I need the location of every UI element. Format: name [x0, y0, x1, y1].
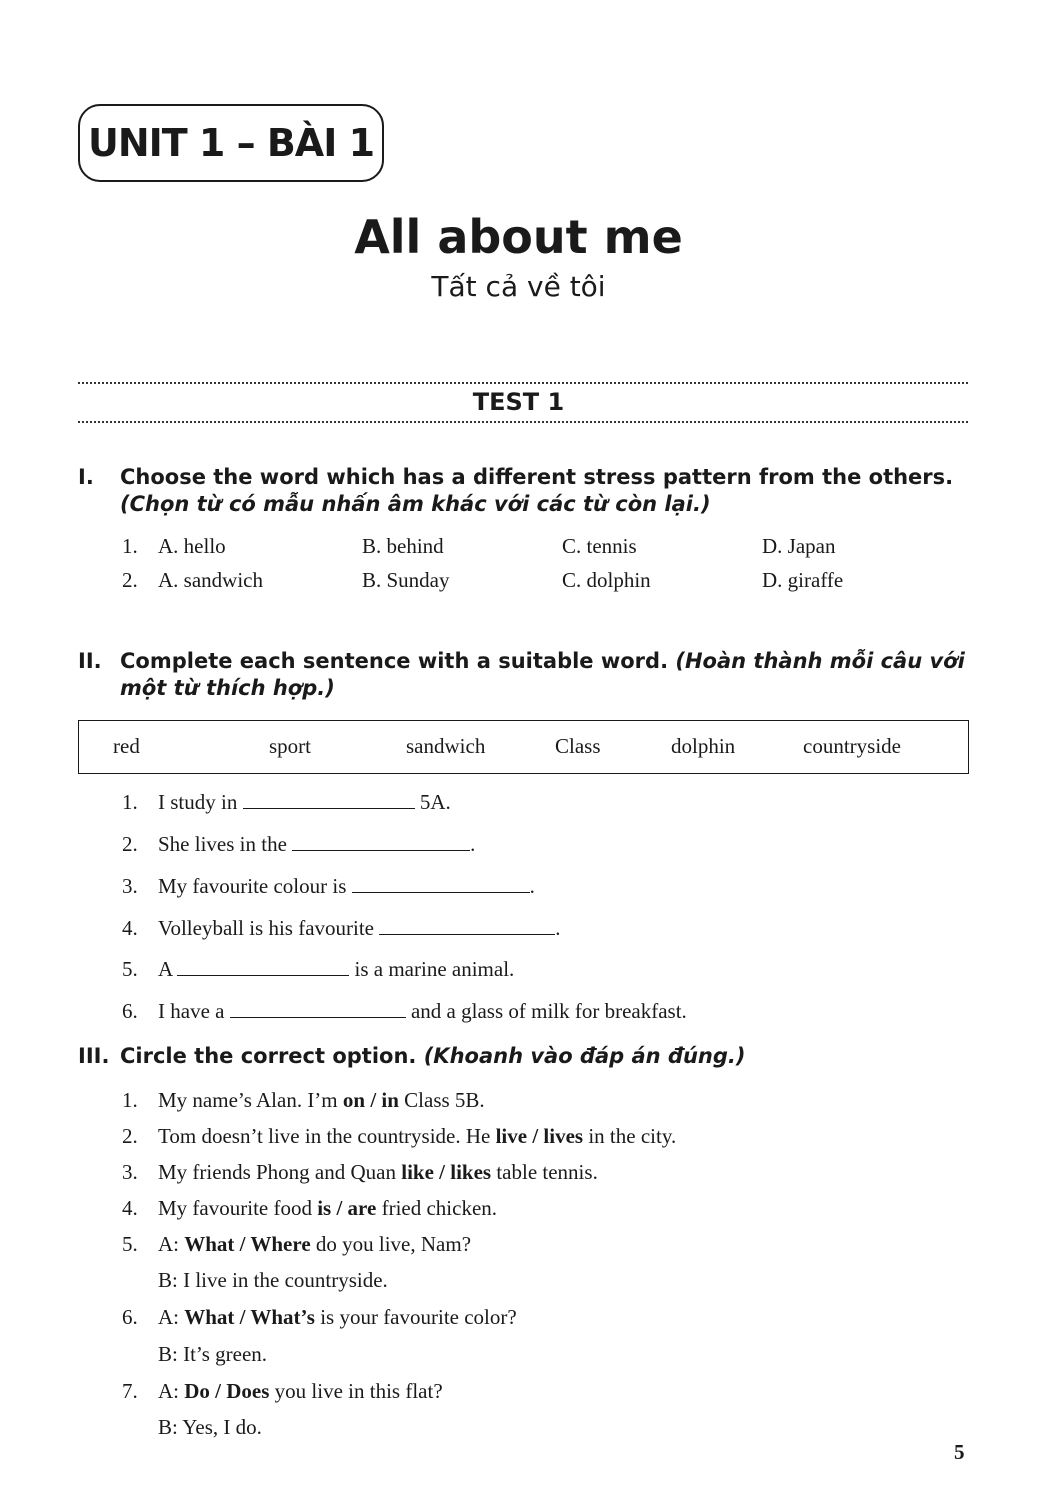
option-c[interactable]: C. tennis — [562, 534, 637, 558]
word-bank — [78, 720, 969, 774]
answer-blank[interactable] — [177, 957, 349, 976]
choice-option[interactable]: What / Where — [184, 1232, 311, 1256]
choice-option[interactable]: like / likes — [401, 1160, 492, 1184]
choice-option[interactable]: on / in — [342, 1088, 399, 1112]
choice-option[interactable]: is / are — [317, 1196, 377, 1220]
section-1-heading — [78, 464, 970, 518]
section-2-heading — [78, 648, 970, 702]
test-title: TEST 1 — [472, 388, 565, 416]
option-c[interactable]: C. dolphin — [562, 568, 651, 592]
word-bank-item: sport — [269, 734, 311, 758]
list-item: 6. A: What / What’s is your favourite color? — [122, 1305, 517, 1329]
divider-top — [78, 382, 968, 384]
choice-option[interactable]: live / lives — [495, 1124, 584, 1148]
answer-blank[interactable] — [379, 916, 555, 935]
dialogue-reply: B: I live in the countryside. — [158, 1268, 388, 1292]
section-2-instruction-vi: (Hoàn thành mỗi câu với một từ thích hợp.) — [120, 649, 965, 700]
dialogue-reply: B: Yes, I do. — [158, 1415, 262, 1439]
word-bank-item: sandwich — [406, 734, 486, 758]
list-item: 6. I have a and a glass of milk for breakfast. — [122, 999, 687, 1023]
option-d[interactable]: D. Japan — [762, 534, 836, 558]
section-2-instruction: Complete each sentence with a suitable word. — [120, 649, 669, 673]
list-item: 4. Volleyball is his favourite . — [122, 916, 561, 940]
unit-label: UNIT 1 – BÀI 1 — [87, 121, 375, 165]
list-item: 1. I study in 5A. — [122, 790, 451, 814]
section-3-instruction: Circle the correct option. — [120, 1044, 417, 1068]
section-1-number: I. — [78, 465, 94, 489]
list-item: 4. My favourite food is / are fried chicken. — [122, 1196, 498, 1220]
word-bank-item: countryside — [803, 734, 901, 758]
option-b[interactable]: B. behind — [362, 534, 444, 558]
option-a[interactable]: A. hello — [158, 534, 226, 558]
page-title: All about me — [354, 210, 683, 264]
list-item: 3. My favourite colour is . — [122, 874, 535, 898]
section-1-instruction: Choose the word which has a different stress pattern from the others. — [120, 465, 954, 489]
list-item: 1. My name’s Alan. I’m on / in Class 5B. — [122, 1088, 485, 1112]
page-number: 5 — [954, 1440, 965, 1464]
word-bank-item: dolphin — [671, 734, 736, 758]
answer-blank[interactable] — [230, 999, 406, 1018]
list-item: 5. A is a marine animal. — [122, 957, 515, 981]
answer-blank[interactable] — [352, 874, 530, 893]
divider-bottom — [78, 421, 968, 423]
list-item: 2. Tom doesn’t live in the countryside. He live / lives in the city. — [122, 1124, 677, 1148]
page-subtitle: Tất cả về tôi — [431, 270, 606, 303]
answer-blank[interactable] — [243, 790, 415, 809]
word-bank-item: red — [113, 734, 140, 758]
choice-option[interactable]: Do / Does — [184, 1379, 270, 1403]
option-a[interactable]: A. sandwich — [158, 568, 263, 592]
section-3-heading — [78, 1043, 970, 1070]
list-item: 1. — [122, 534, 138, 558]
section-3-number: III. — [78, 1044, 110, 1068]
option-b[interactable]: B. Sunday — [362, 568, 450, 592]
list-item: 5. A: What / Where do you live, Nam? — [122, 1232, 472, 1256]
list-item: 2. She lives in the . — [122, 832, 476, 856]
list-item: 2. — [122, 568, 138, 592]
word-bank-item: Class — [555, 734, 601, 758]
answer-blank[interactable] — [292, 832, 470, 851]
unit-badge — [78, 104, 384, 182]
list-item: 3. My friends Phong and Quan like / likes table tennis. — [122, 1160, 598, 1184]
dialogue-reply: B: It’s green. — [158, 1342, 268, 1366]
choice-option[interactable]: What / What’s — [184, 1305, 315, 1329]
section-3-instruction-vi: (Khoanh vào đáp án đúng.) — [423, 1044, 746, 1068]
option-d[interactable]: D. giraffe — [762, 568, 844, 592]
list-item: 7. A: Do / Does you live in this flat? — [122, 1379, 443, 1403]
section-1-instruction-vi: (Chọn từ có mẫu nhấn âm khác với các từ còn lại.) — [120, 492, 711, 516]
section-2-number: II. — [78, 649, 102, 673]
